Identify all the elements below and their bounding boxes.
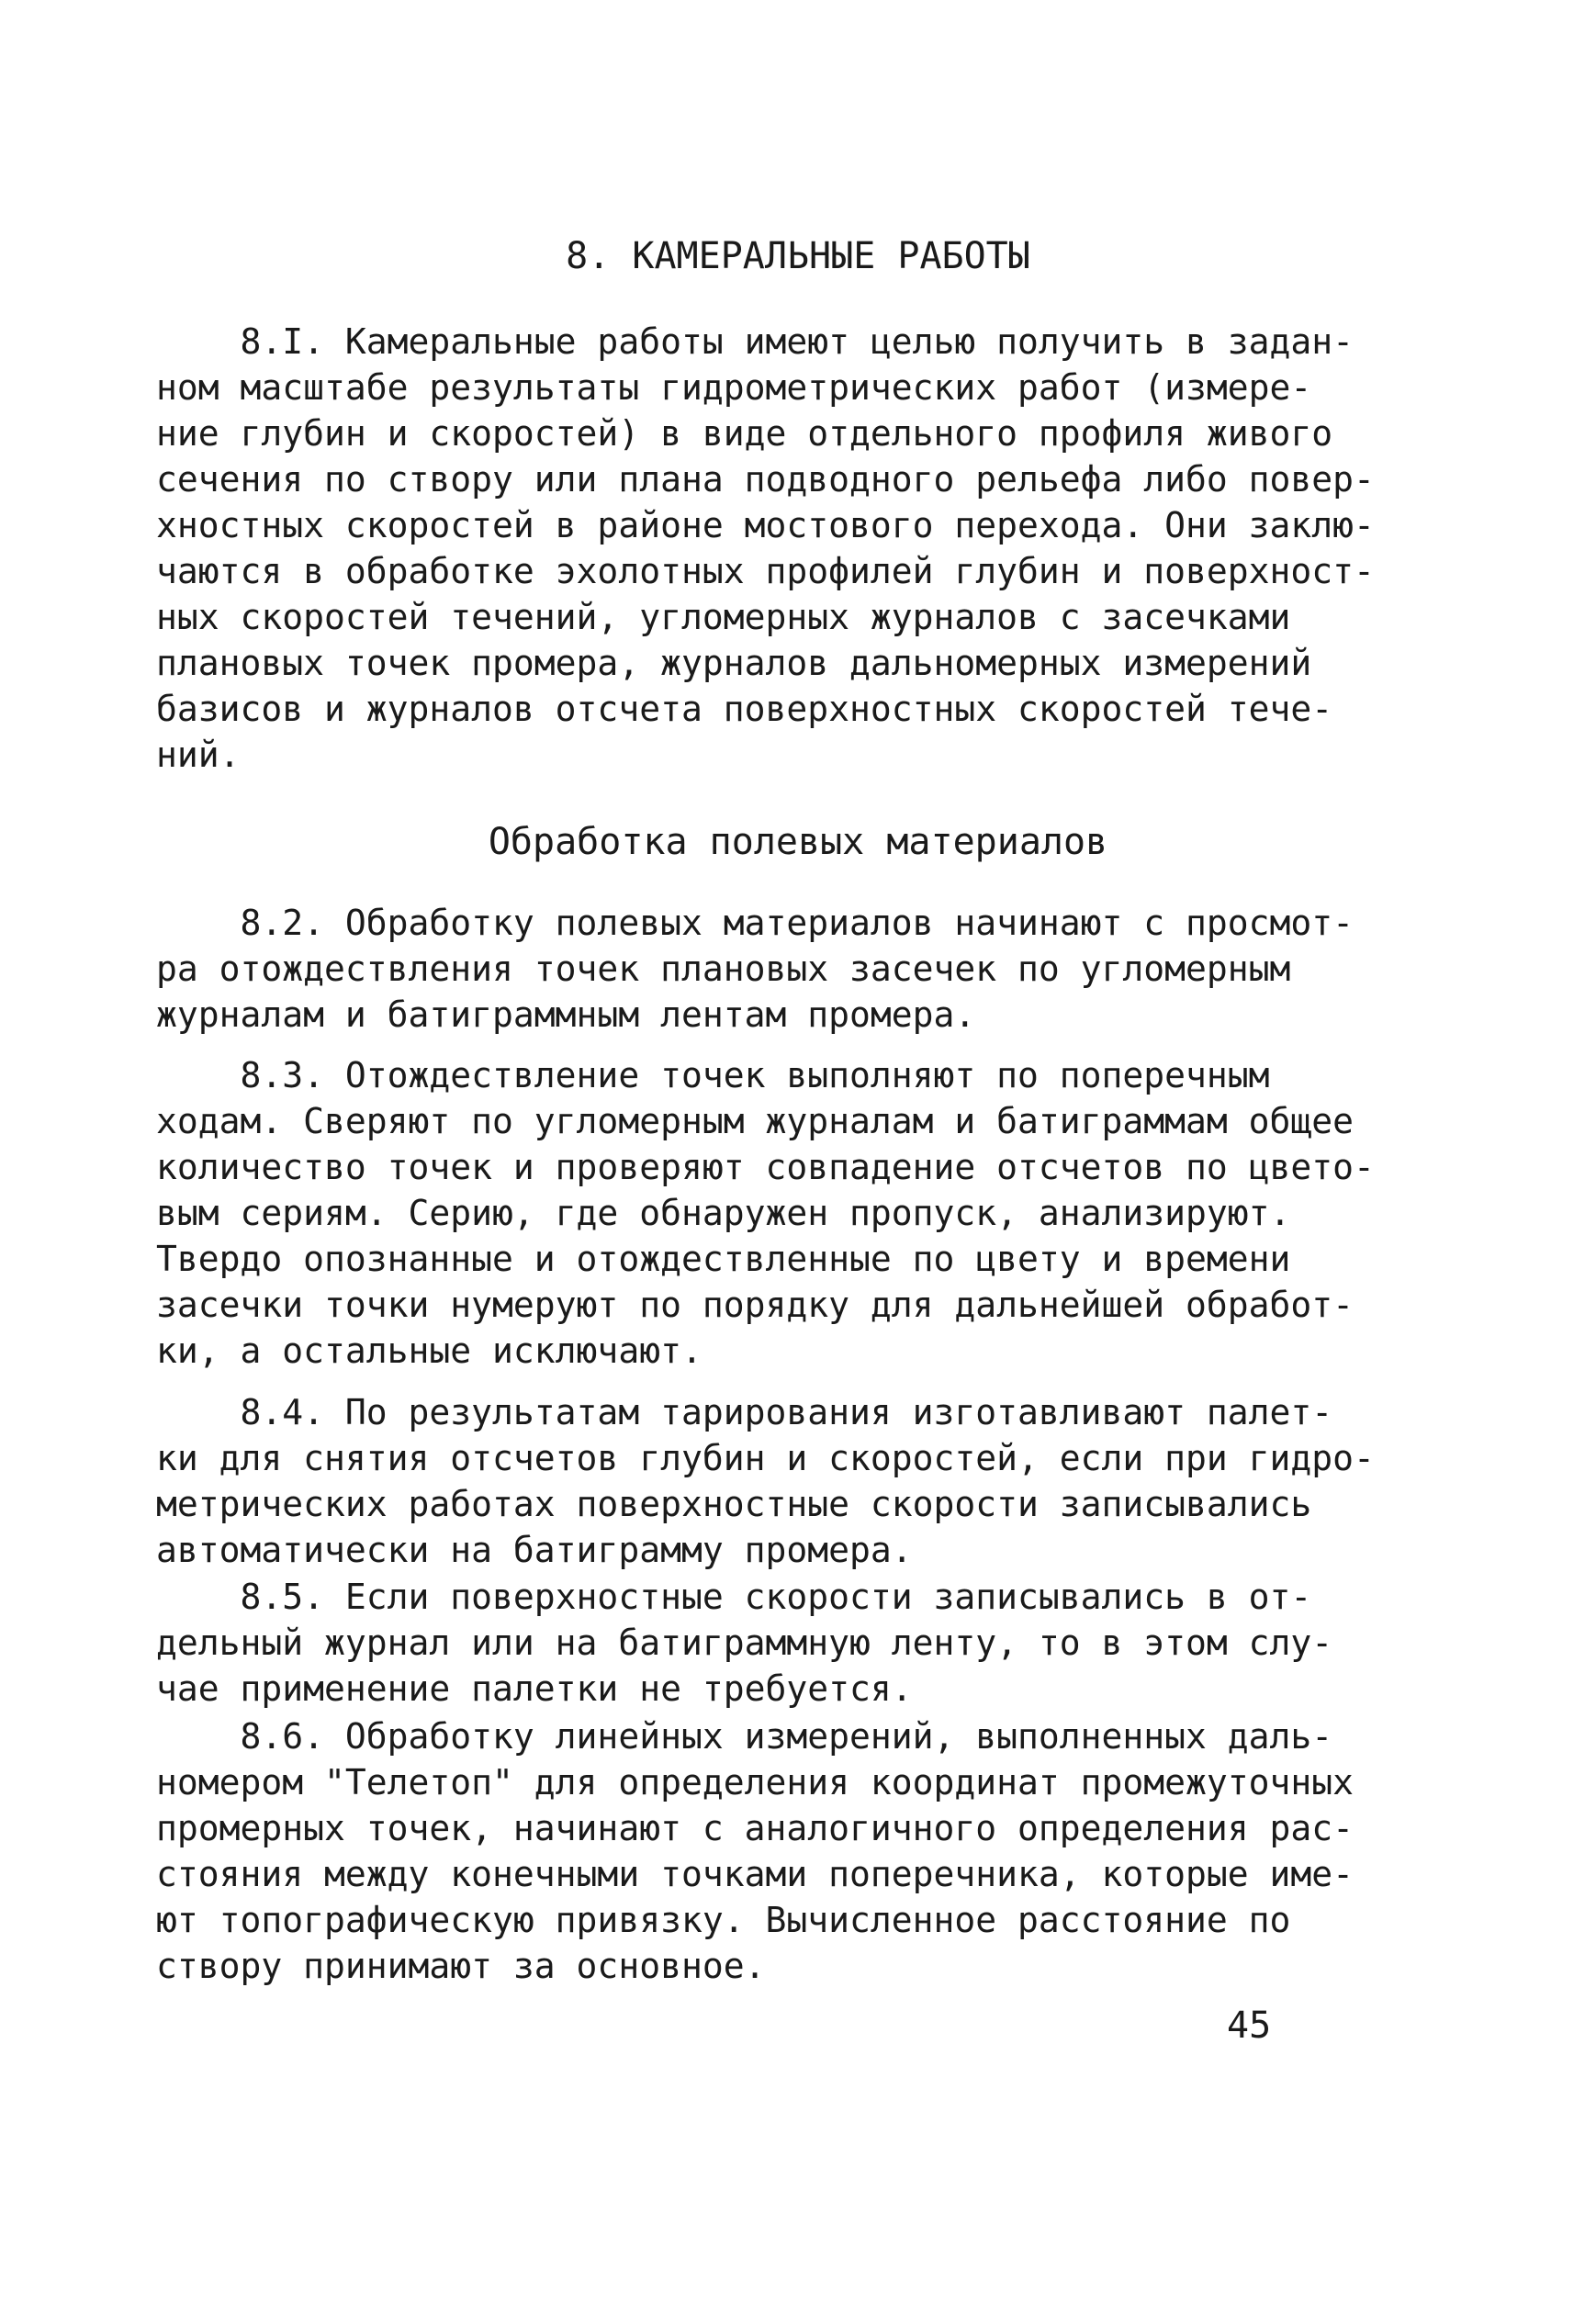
paragraph-line: чаются в обработке эхолотных профилей глубин и поверхност- [156, 551, 1375, 591]
paragraph-8-6 [156, 1713, 1354, 1989]
paragraph-line: сечения по створу или плана подводного рельефа либо повер- [156, 459, 1375, 500]
paragraph-line: ки для снятия отсчетов глубин и скоростей, если при гидро- [156, 1438, 1375, 1478]
paragraph-line: автоматически на батиграмму промера. [156, 1530, 913, 1570]
paragraph-line: ний. [156, 735, 241, 775]
paragraph-line: ходам. Сверяют по угломерным журналам и батиграммам общее [156, 1101, 1354, 1141]
paragraph-line: хностных скоростей в районе мостового перехода. Они заклю- [156, 505, 1375, 545]
paragraph-line: номером "Телетоп" для определения координат промежуточных [156, 1762, 1354, 1802]
paragraph-line: 8.3. Отождествление точек выполняют по поперечным [156, 1055, 1270, 1095]
paragraph-line: Твердо опознанные и отождествленные по цвету и времени [156, 1239, 1291, 1279]
paragraph-line: ки, а остальные исключают. [156, 1331, 702, 1371]
paragraph-line: базисов и журналов отсчета поверхностных скоростей тече- [156, 689, 1333, 729]
paragraph-line: плановых точек промера, журналов дальномерных измерений [156, 643, 1312, 683]
chapter-title: 8. КАМЕРАЛЬНЫЕ РАБОТЫ [566, 235, 1030, 277]
page-number: 45 [1227, 2004, 1272, 2047]
paragraph-line: ра отождествления точек плановых засечек по угломерным [156, 949, 1291, 989]
paragraph-8-3 [156, 1052, 1375, 1374]
paragraph-line: ние глубин и скоростей) в виде отдельного профиля живого [156, 413, 1333, 454]
paragraph-line: промерных точек, начинают с аналогичного определения рас- [156, 1808, 1354, 1848]
paragraph-line: метрических работах поверхностные скорости записывались [156, 1484, 1312, 1524]
paragraph-8-1 [156, 319, 1375, 778]
paragraph-line: дельный журнал или на батиграммную ленту, то в этом слу- [156, 1623, 1333, 1663]
paragraph-line: 8.6. Обработку линейных измерений, выполненных даль- [156, 1716, 1333, 1757]
paragraph-line: количество точек и проверяют совпадение отсчетов по цвето- [156, 1147, 1375, 1187]
paragraph-line: створу принимают за основное. [156, 1946, 766, 1986]
paragraph-line: ном масштабе результаты гидрометрических работ (измере- [156, 367, 1312, 408]
section-title: Обработка полевых материалов [488, 821, 1108, 863]
paragraph-line: 8.4. По результатам тарирования изготавливают палет- [156, 1392, 1333, 1432]
paragraph-line: ных скоростей течений, угломерных журналов с засечками [156, 597, 1291, 637]
paragraph-line: чае применение палетки не требуется. [156, 1668, 913, 1709]
paragraph-line: 8.2. Обработку полевых материалов начинают с просмот- [156, 903, 1354, 943]
paragraph-line: вым сериям. Серию, где обнаружен пропуск, анализируют. [156, 1193, 1291, 1233]
paragraph-8-2 [156, 900, 1354, 1038]
paragraph-8-5 [156, 1574, 1333, 1712]
paragraph-line: ют топографическую привязку. Вычисленное расстояние по [156, 1900, 1291, 1940]
paragraph-line: стояния между конечными точками поперечника, которые име- [156, 1854, 1354, 1894]
paragraph-line: 8.I. Камеральные работы имеют целью получить в задан- [156, 321, 1354, 362]
paragraph-8-4 [156, 1389, 1375, 1573]
paragraph-line: засечки точки нумеруют по порядку для дальнейшей обработ- [156, 1285, 1354, 1325]
paragraph-line: 8.5. Если поверхностные скорости записывались в от- [156, 1577, 1312, 1617]
paragraph-line: журналам и батиграммным лентам промера. [156, 994, 976, 1035]
